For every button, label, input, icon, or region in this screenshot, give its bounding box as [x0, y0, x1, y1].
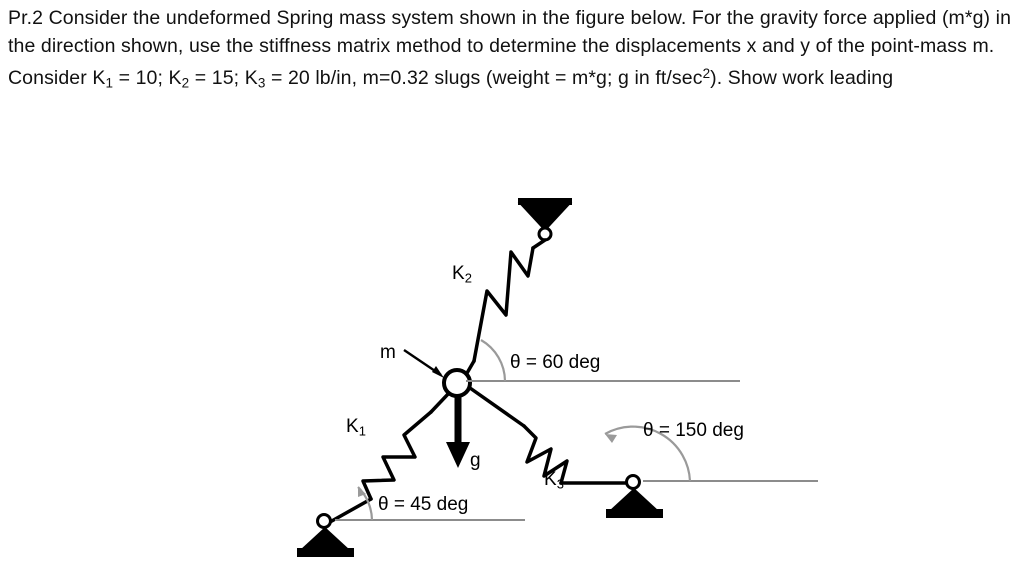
angle-arc-60: [481, 340, 505, 381]
support-base-upper: [518, 198, 572, 205]
problem-text-part: = 10; K: [113, 67, 182, 90]
problem-text-part: = 15; K: [189, 67, 258, 90]
problem-text-part: ). Show work leading: [710, 67, 894, 90]
problem-text-part: Pr.2 Consider the undeformed Spring mass system shown in the figure below. For the gravity force applied (m*g) in the direction shown, use the stiffness matrix method to determine the displacements x and y of the point-mass m. Consider K: [8, 7, 1012, 90]
label-k2: [452, 263, 472, 285]
subscript-k2: 2: [181, 75, 190, 91]
support-base-lower-right: [606, 509, 663, 518]
label-gravity: g: [470, 450, 481, 471]
label-k2-text: K: [452, 263, 465, 284]
upper-support: [518, 198, 572, 240]
support-triangle-lower-right: [609, 488, 659, 511]
label-theta-60: θ = 60 deg: [510, 352, 601, 373]
angle-arrow-150: [605, 434, 617, 443]
support-triangle-upper: [520, 203, 570, 230]
pin-joint-upper: [539, 228, 551, 240]
superscript-squared: 2: [702, 66, 711, 81]
label-mass: m: [380, 342, 396, 363]
label-k1-subscript: 1: [358, 423, 366, 439]
label-k3-subscript: 3: [556, 476, 564, 492]
mass-leader-line: [404, 350, 444, 378]
label-k3: [544, 469, 564, 491]
label-k1: [346, 416, 366, 438]
problem-text-part: = 20 lb/in, m=0.32 slugs (weight = m*g; g in ft/sec: [265, 67, 703, 90]
support-base-lower-left: [297, 548, 354, 557]
problem-statement: [8, 4, 1014, 97]
spring-mass-diagram: [0, 150, 1024, 570]
label-k2-subscript: 2: [464, 270, 472, 286]
label-theta-150: θ = 150 deg: [643, 420, 744, 441]
label-k3-text: K: [544, 469, 557, 490]
label-theta-45: θ = 45 deg: [378, 494, 469, 515]
subscript-k3: 3: [257, 75, 266, 91]
pin-joint-lower-right: [627, 476, 640, 489]
support-triangle-lower-left: [300, 527, 350, 550]
gravity-arrow: [446, 394, 470, 468]
label-k1-text: K: [346, 416, 359, 437]
pin-joint-lower-left: [318, 515, 331, 528]
subscript-k1: 1: [105, 75, 114, 91]
